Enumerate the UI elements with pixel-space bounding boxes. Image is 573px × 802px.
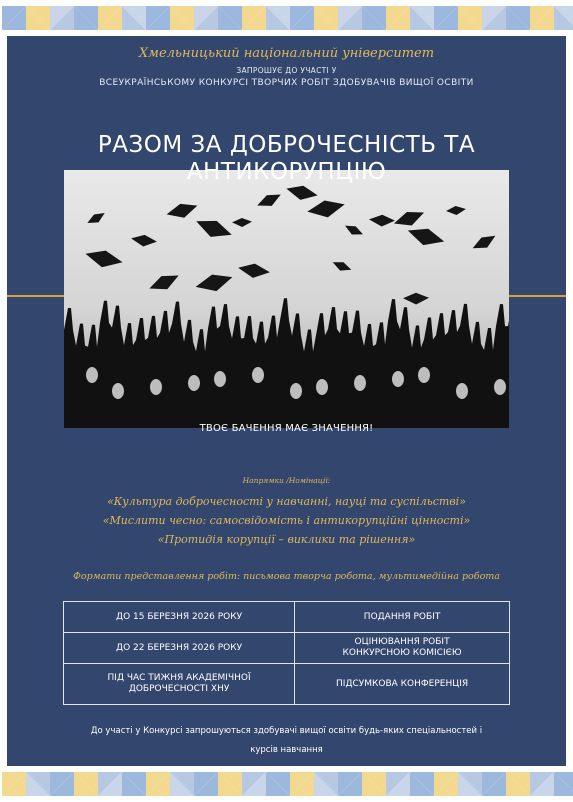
table-row xyxy=(64,664,510,705)
bottom-decorative-border xyxy=(0,766,573,802)
graduate-face xyxy=(112,383,124,399)
graduates-photo-image xyxy=(64,170,509,428)
schedule-date: ДО 22 БЕРЕЗНЯ 2026 РОКУ xyxy=(64,633,295,664)
graduate-face xyxy=(252,367,264,383)
graduate-face xyxy=(290,383,302,399)
poster xyxy=(7,36,566,766)
footer-text xyxy=(47,722,526,760)
table-row xyxy=(64,602,510,633)
schedule-event xyxy=(295,633,510,664)
top-decorative-border xyxy=(0,0,573,36)
graduate-face xyxy=(188,375,200,391)
nomination-item-1: «Культура доброчесності у навчанні, науці та суспільстві» xyxy=(107,495,466,508)
nomination-item-2: «Мислити чесно: самосвідомість і антикорупційні цінності» xyxy=(102,514,471,527)
schedule-date-line: ПІД ЧАС ТИЖНЯ АКАДЕМІЧНОЇ xyxy=(107,673,251,683)
graduate-face xyxy=(316,379,328,395)
schedule-event: ПІДСУМКОВА КОНФЕРЕНЦІЯ xyxy=(295,664,510,705)
motto: ТВОЄ БАЧЕННЯ МАЄ ЗНАЧЕННЯ! xyxy=(199,423,374,434)
graduate-face xyxy=(214,371,226,387)
footer-line-2: курсів навчання xyxy=(250,745,323,755)
contest-name: ВСЕУКРАЇНСЬКОМУ КОНКУРСІ ТВОРЧИХ РОБІТ ЗДОБУВАЧІВ ВИЩОЇ ОСВІТИ xyxy=(99,78,474,88)
graduate-face xyxy=(354,375,366,391)
footer-line-1: До участі у Конкурсі запрошуються здобувачі вищої освіти будь-яких спеціальностей і xyxy=(90,726,483,736)
poster-title xyxy=(7,132,566,186)
nomination-item-3: «Протидія корупції – виклики та рішення» xyxy=(157,533,416,546)
schedule-event-line: КОНКУРСНОЮ КОМІСІЄЮ xyxy=(342,648,462,658)
schedule-date: ДО 15 БЕРЕЗНЯ 2026 РОКУ xyxy=(64,602,295,633)
graduate-face xyxy=(494,379,506,395)
triangle-pattern-icon xyxy=(0,0,573,36)
title-line-1: РАЗОМ ЗА ДОБРОЧЕСНІСТЬ ТА xyxy=(97,132,476,158)
schedule-date xyxy=(64,664,295,705)
schedule-date-line: ДОБРОЧЕСНОСТІ ХНУ xyxy=(128,684,230,694)
table-row xyxy=(64,633,510,664)
schedule-event: ПОДАННЯ РОБІТ xyxy=(295,602,510,633)
schedule-table xyxy=(63,601,510,705)
schedule-event-line: ОЦІНЮВАННЯ РОБІТ xyxy=(354,637,450,647)
graduate-face xyxy=(392,371,404,387)
graduate-face xyxy=(86,367,98,383)
graduate-face xyxy=(418,367,430,383)
triangle-pattern-icon xyxy=(0,766,573,802)
nominations-label: Напрямки /Номінації: xyxy=(242,476,331,485)
title-line-2: АНТИКОРУПЦІЮ xyxy=(186,159,387,185)
graduates-photo xyxy=(64,170,509,428)
formats-text: Формати представлення робіт: письмова творча робота, мультимедійна робота xyxy=(73,571,500,582)
graduate-face xyxy=(150,379,162,395)
gold-divider-left xyxy=(7,295,64,297)
gold-divider-right xyxy=(509,295,566,297)
university-name: Хмельницький національний університет xyxy=(138,46,435,61)
graduate-face xyxy=(456,383,468,399)
invite-text: ЗАПРОШУЄ ДО УЧАСТІ У xyxy=(236,66,337,75)
